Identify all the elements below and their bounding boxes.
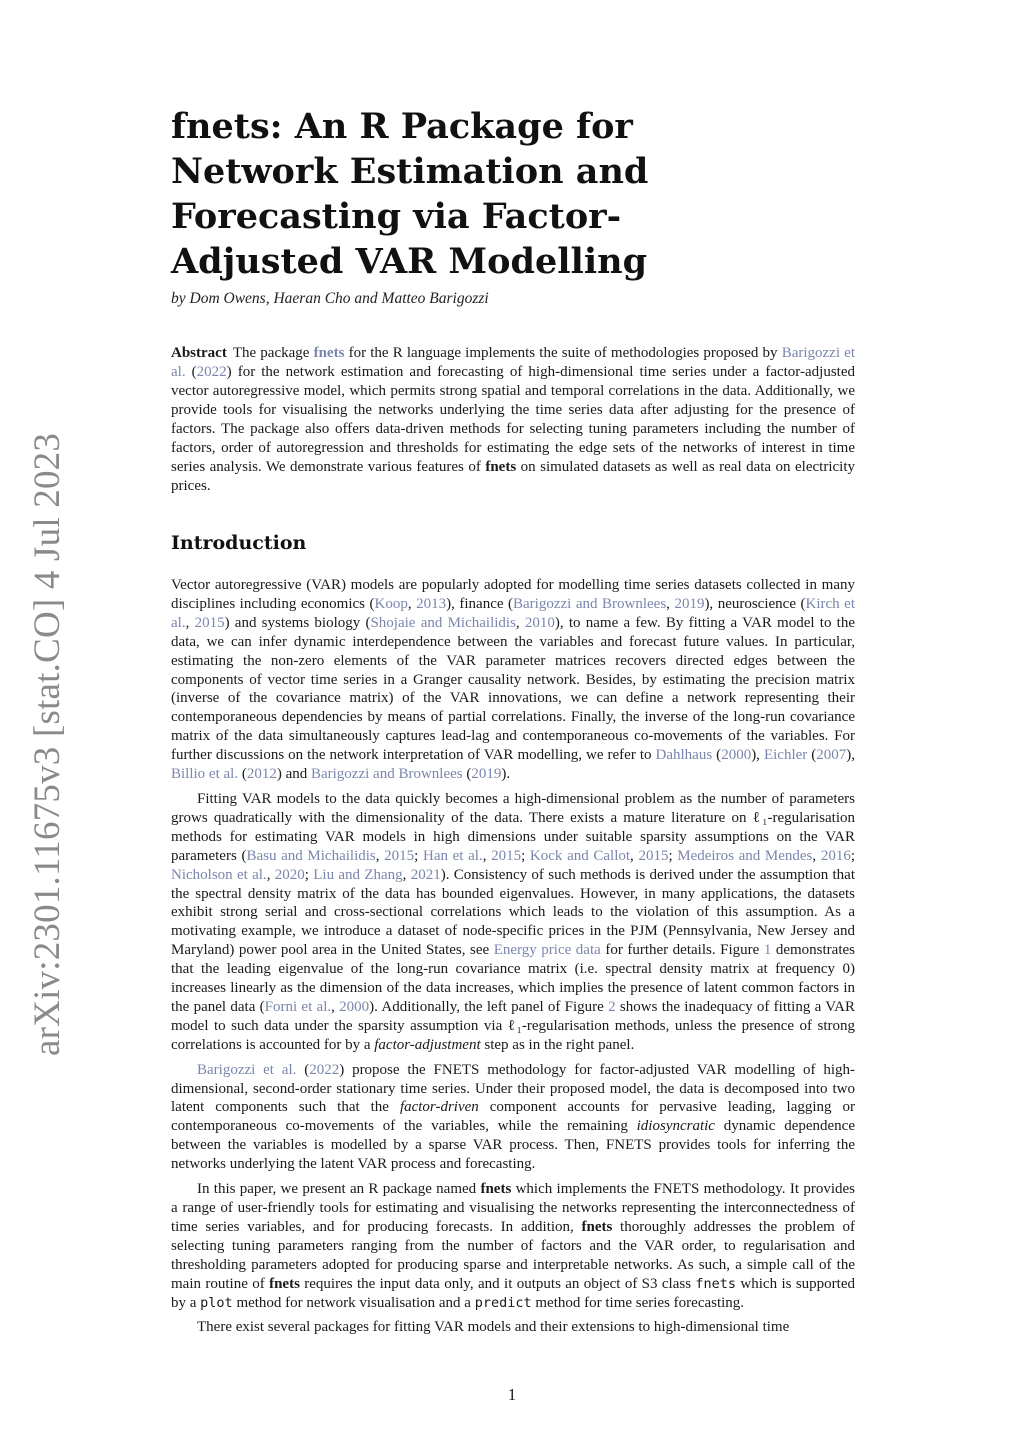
citation-link[interactable]: 2000 [721, 747, 752, 764]
code-term: fnets [695, 1275, 737, 1292]
citation-link[interactable]: Eichler [763, 747, 808, 764]
text-run: on simulated datasets as well as real data on electricity prices. [171, 459, 855, 494]
paper-title: fnets: An R Package for Network Estimation and Forecasting via Factor-Adjusted VAR Modelling [171, 106, 649, 282]
citation-link[interactable]: 2015 [194, 614, 225, 631]
text-run: shows the inadequacy of fitting a VAR model to such data under the sparsity assumption via ℓ₁-regularisation methods, unless the presence of strong correlations is accounted for by a [171, 998, 856, 1053]
arxiv-identifier: arXiv:2301.11675v3 [stat.CO] 4 Jul 2023 [27, 432, 68, 1056]
text-run: , [515, 614, 525, 631]
text-run: component accounts for pervasive leading, lagging or contemporaneous co-movements of the variables, while the remaining [171, 1099, 856, 1135]
text-run: ), [751, 747, 764, 764]
text-run: , [482, 847, 492, 864]
citation-link[interactable]: Barigozzi et al. [197, 1061, 297, 1078]
text-run: , [407, 595, 417, 612]
text-run: ) for the network estimation and forecasting of high-dimensional time series under a factor-adjusted vector autoregressive model, which permits strong spatial and temporal correlations in the data. Additionally, we provide tools for visualising the networks underlying the time series data after adjusting for the presence of factors. The package also offers data-driven methods for selecting tuning parameters including the number of factors, order of autoregression and thresholds for estimating the edge sets of the networks of interest in time series analysis. We demonstrate various features of [171, 364, 855, 475]
citation-link[interactable]: 2015 [491, 847, 522, 864]
abstract [171, 344, 855, 496]
code-term: predict [474, 1294, 532, 1311]
text-run: requires the input data only, and it outputs an object of S3 class [299, 1275, 696, 1292]
text-run: demonstrates that the leading eigenvalue of the long-run covariance matrix (i.e. spectral density matrix at frequency 0) increases linearly as the dimension of the data increases, which implies the presence of latent common factors in the panel data ( [171, 942, 855, 1015]
emphasis: idiosyncratic [636, 1118, 715, 1135]
package-name: fnets [269, 1275, 300, 1292]
abstract-label: Abstract [171, 345, 227, 361]
citation-link[interactable]: Energy price data [493, 942, 601, 959]
text-run: step as in the right panel. [480, 1036, 635, 1053]
text-run: In this paper, we present an R package named [197, 1181, 481, 1198]
citation-link[interactable]: Kirch et al. [171, 595, 855, 631]
citation-link[interactable]: Billio et al. [171, 766, 239, 783]
citation-link[interactable]: 2015 [638, 847, 669, 864]
text-run: which implements the FNETS methodology. It provides a range of user-friendly tools for estimating and visualising the networks representing the interconnectedness of time series variables, and for producing forecasts. In addition, [171, 1181, 855, 1235]
page-number: 1 [507, 1385, 517, 1404]
paper-body [171, 104, 855, 1343]
citation-link[interactable]: 2010 [524, 614, 555, 631]
text-run: ) and [276, 766, 311, 783]
text-run: ; [521, 847, 530, 864]
citation-link[interactable]: Dahlhaus [655, 747, 713, 764]
text-run: ; [668, 847, 678, 864]
package-link[interactable]: fnets [313, 345, 345, 361]
citation-link[interactable]: Forni et al. [264, 998, 332, 1015]
text-run: , [666, 595, 675, 612]
citation-link[interactable]: Kock and Callot [529, 847, 631, 864]
paragraph [171, 1318, 855, 1337]
text-run: ( [462, 766, 472, 783]
text-run: , [812, 847, 821, 864]
abstract-text [171, 345, 855, 494]
text-run: , [331, 998, 340, 1015]
paragraph [171, 1061, 855, 1174]
text-run: ( [807, 747, 817, 764]
citation-link[interactable]: 2016 [820, 847, 851, 864]
citation-link[interactable]: Medeiros and Mendes [677, 847, 813, 864]
package-name: fnets [485, 459, 517, 475]
text-run: ( [712, 747, 722, 764]
text-run: ), [846, 747, 856, 764]
package-name: fnets [480, 1181, 512, 1198]
citation-link[interactable]: Barigozzi et al. [171, 345, 855, 380]
package-name: fnets [581, 1218, 613, 1235]
citation-link[interactable]: 2015 [384, 847, 415, 864]
text-run: , [185, 614, 195, 631]
paragraph [171, 576, 855, 784]
text-run: ). Consistency of such methods is derived under the assumption that the spectral density matrix of the data has bounded eigenvalues. However, in many applications, the datasets exhibit strong serial and cross-sectional correlations which leads to the violation of this assumption. As a motivating example, we introduce a dataset of node-specific prices in the PJM (Pennsylvania, New Jersey and Maryland) power pool area in the United States, see [171, 866, 856, 959]
citation-link[interactable]: Liu and Zhang [313, 866, 403, 883]
text-run: The package [232, 345, 314, 361]
text-run: for further details. Figure [600, 942, 764, 959]
citation-link[interactable]: Barigozzi and Brownlees [310, 766, 463, 783]
text-run: , [375, 847, 385, 864]
citation-link[interactable]: Nicholson et al. [171, 866, 267, 883]
citation-link[interactable]: 2012 [246, 766, 277, 783]
citation-link[interactable]: Shojaie and Michailidis [370, 614, 516, 631]
text-run: ( [238, 766, 247, 783]
citation-link[interactable]: 2020 [274, 866, 305, 883]
citation-link[interactable]: Koop [374, 595, 408, 612]
text-run: method for network visualisation and a [232, 1294, 475, 1311]
text-run: ) propose the FNETS methodology for factor-adjusted VAR modelling of high-dimensional, second-order stationary time series. Under their proposed model, the data is decomposed into two latent components such that the [171, 1061, 855, 1116]
text-run: ). Additionally, the left panel of Figure [369, 998, 609, 1015]
citation-link[interactable]: 2 [608, 998, 616, 1015]
citation-link[interactable]: 2007 [816, 747, 847, 764]
text-run: Fitting VAR models to the data quickly becomes a high-dimensional problem as the number of parameters grows quadratically with the dimensionality of the data. There exists a mature literature on ℓ₁-regularisation methods for estimating VAR models in high dimensions under suitable sparsity assumptions on the VAR parameters ( [171, 790, 855, 864]
text-run: ), finance ( [446, 595, 514, 612]
text-run: ) and systems biology ( [224, 614, 371, 631]
section-heading-introduction: Introduction [171, 532, 307, 554]
citation-link[interactable]: 1 [763, 942, 772, 959]
author-byline: by Dom Owens, Haeran Cho and Matteo Barigozzi [171, 290, 489, 307]
citation-link[interactable]: 2013 [416, 595, 447, 612]
text-run: ). [501, 766, 511, 783]
citation-link[interactable]: Barigozzi and Brownlees [513, 595, 667, 612]
citation-link[interactable]: Han et al. [422, 847, 483, 864]
emphasis: factor-adjustment [374, 1036, 481, 1053]
text-run: Vector autoregressive (VAR) models are popularly adopted for modelling time series datasets collected in many disciplines including economics ( [171, 577, 855, 612]
emphasis: factor-driven [399, 1099, 479, 1116]
citation-link[interactable]: 2022 [309, 1061, 340, 1078]
citation-link[interactable]: 2019 [674, 595, 705, 612]
text-run: ), to name a few. By fitting a VAR model to the data, we can infer dynamic interdependence between the variables and forecast future values. In particular, estimating the non-zero elements of the VAR parameter matrices recovers directed edges between the components of vector time series in a Granger causality network. Besides, by estimating the precision matrix (inverse of the covariance matrix) of the VAR innovations, we can define a network representing their contemporaneous dependencies by means of partial correlations. Finally, the inverse of the long-run covariance matrix of the data simultaneously captures lead-lag and contemporaneous co-movements of the variables. For further discussions on the network interpretation of VAR modelling, we refer to [171, 614, 855, 764]
text-run: , [266, 866, 275, 883]
citation-link[interactable]: 2000 [339, 998, 370, 1015]
paragraph [171, 1180, 855, 1312]
text-run: method for time series forecasting. [531, 1294, 745, 1311]
citation-link[interactable]: 2021 [410, 866, 441, 883]
text-run: ; [850, 847, 855, 864]
text-run: ( [296, 1061, 310, 1078]
text-run: ( [185, 364, 197, 380]
paragraph [171, 790, 855, 1055]
text-run: thoroughly addresses the problem of selecting tuning parameters ranging from the number of factors and the VAR order, to regularisation and thresholding parameters adopted for producing sparse and interpretable networks. As such, a simple call of the main routine of [171, 1218, 856, 1292]
text-run: ), neuroscience ( [704, 595, 806, 612]
text-run: for the R language implements the suite of methodologies proposed by [344, 345, 782, 361]
citation-link[interactable]: 2019 [471, 766, 502, 783]
text-run: ; [304, 866, 314, 883]
text-run: , [402, 866, 411, 883]
citation-link[interactable]: 2022 [196, 364, 227, 380]
text-run: which is supported by a [171, 1275, 855, 1311]
code-term: plot [200, 1294, 233, 1311]
citation-link[interactable]: Basu and Michailidis [246, 847, 376, 864]
text-run: ; [414, 847, 423, 864]
text-run: , [630, 847, 639, 864]
text-run: There exist several packages for fitting VAR models and their extensions to high-dimensional time [197, 1319, 790, 1336]
text-run: dynamic dependence between the variables is modelled by a sparse VAR process. Then, FNETS provides tools for inferring the networks underlying the latent VAR process and forecasting. [171, 1118, 855, 1173]
